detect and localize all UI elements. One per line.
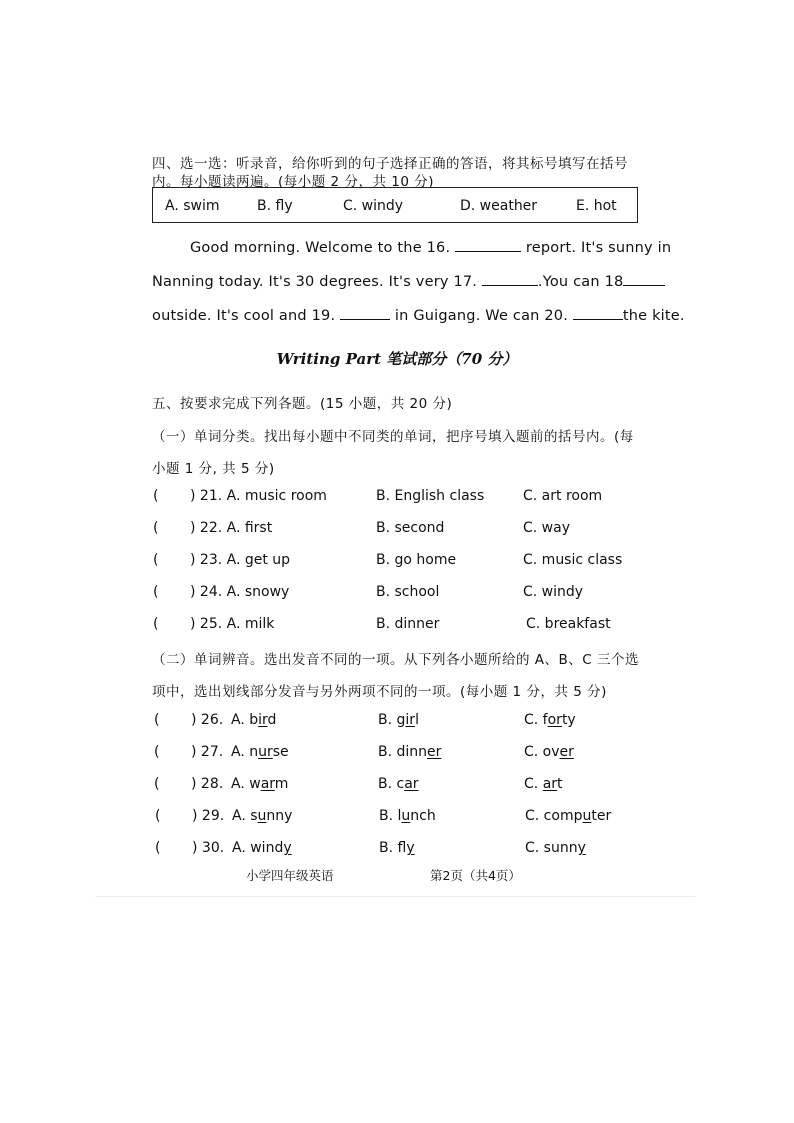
answer-paren[interactable]: ( [154, 744, 160, 760]
question-row-21 [0, 488, 794, 510]
question-a: A. sunny [232, 808, 293, 824]
question-a: A. windy [232, 840, 292, 856]
option-b: B. fly [257, 198, 293, 214]
question-row-25 [0, 616, 794, 638]
question-c: C. computer [525, 808, 612, 824]
question-c: C. windy [523, 584, 584, 600]
question-c: C. forty [524, 712, 576, 728]
question-row-22 [0, 520, 794, 542]
answer-paren[interactable]: ( [153, 520, 159, 536]
question-a: ) 24. A. snowy [190, 584, 290, 600]
question-a: ) 21. A. music room [190, 488, 327, 504]
answer-paren[interactable]: ( [155, 840, 161, 856]
part2-instruction-line2: 项中，选出划线部分发音与另外两项不同的一项。(每小题 1 分，共 5 分) [152, 684, 607, 700]
scan-edge-line [95, 896, 695, 897]
option-c: C. windy [343, 198, 404, 214]
option-d: D. weather [460, 198, 538, 214]
section4-instruction-line1: 四、选一选：听录音，给你听到的句子选择正确的答语，将其标号填写在括号 [152, 156, 628, 172]
blank-18[interactable] [623, 273, 665, 286]
blank-17[interactable] [482, 273, 538, 286]
question-row-26 [0, 712, 794, 734]
question-row-28 [0, 776, 794, 798]
question-c: C. sunny [525, 840, 586, 856]
question-c: C. music class [523, 552, 623, 568]
answer-paren[interactable]: ( [153, 584, 159, 600]
answer-paren[interactable]: ( [154, 776, 160, 792]
footer-subject: 小学四年级英语 [246, 868, 334, 883]
question-b: B. fly [379, 840, 415, 856]
question-b: B. lunch [379, 808, 436, 824]
blank-19[interactable] [340, 307, 390, 320]
option-a: A. swim [165, 198, 220, 214]
answer-paren[interactable]: ( [153, 552, 159, 568]
question-a: A. nurse [231, 744, 289, 760]
question-c: C. art [524, 776, 563, 792]
question-a: ) 25. A. milk [190, 616, 275, 632]
blank-20[interactable] [573, 307, 623, 320]
question-a: A. bird [231, 712, 277, 728]
passage-line3: outside. It's cool and 19. in Guigang. We can 20. the kite. [152, 308, 685, 324]
question-b: B. dinner [378, 744, 442, 760]
question-row-29 [0, 808, 794, 830]
question-number: ) 30. [192, 840, 225, 856]
blank-16[interactable] [455, 239, 521, 252]
answer-paren[interactable]: ( [153, 616, 159, 632]
answer-paren[interactable]: ( [153, 488, 159, 504]
question-row-24 [0, 584, 794, 606]
question-c: C. way [523, 520, 570, 536]
question-number: ) 26. [191, 712, 224, 728]
question-c: C. breakfast [526, 616, 611, 632]
question-row-27 [0, 744, 794, 766]
footer-page-number: 第2页（共4页） [430, 868, 521, 883]
option-e: E. hot [576, 198, 617, 214]
question-c: C. over [524, 744, 574, 760]
question-b: B. girl [378, 712, 419, 728]
question-row-23 [0, 552, 794, 574]
answer-paren[interactable]: ( [155, 808, 161, 824]
question-a: A. warm [231, 776, 289, 792]
answer-options-box [152, 187, 638, 223]
passage-line1: Good morning. Welcome to the 16. report. It's sunny in [190, 240, 672, 256]
question-a: ) 23. A. get up [190, 552, 291, 568]
section4-instruction-line2: 内。每小题读两遍。(每小题 2 分，共 10 分) [152, 174, 434, 190]
answer-paren[interactable]: ( [154, 712, 160, 728]
question-b: B. dinner [376, 616, 440, 632]
question-b: B. second [376, 520, 445, 536]
question-row-30 [0, 840, 794, 862]
question-b: B. car [378, 776, 419, 792]
question-b: B. go home [376, 552, 457, 568]
writing-part-title: Writing Part 笔试部分（70 分） [276, 350, 518, 368]
part2-instruction-line1: （二）单词辨音。选出发音不同的一项。从下列各小题所给的 A、B、C 三个选 [152, 652, 640, 668]
question-c: C. art room [523, 488, 603, 504]
part1-instruction-line2: 小题 1 分, 共 5 分) [152, 461, 275, 477]
question-number: ) 27. [191, 744, 224, 760]
question-b: B. school [376, 584, 440, 600]
question-a: ) 22. A. first [190, 520, 273, 536]
question-number: ) 28. [191, 776, 224, 792]
question-number: ) 29. [192, 808, 225, 824]
part1-instruction-line1: （一）单词分类。找出每小题中不同类的单词，把序号填入题前的括号内。(每 [152, 429, 634, 445]
question-b: B. English class [376, 488, 485, 504]
passage-line2: Nanning today. It's 30 degrees. It's very 17. .You can 18 [152, 273, 665, 290]
section5-heading: 五、按要求完成下列各题。(15 小题，共 20 分) [152, 396, 453, 412]
